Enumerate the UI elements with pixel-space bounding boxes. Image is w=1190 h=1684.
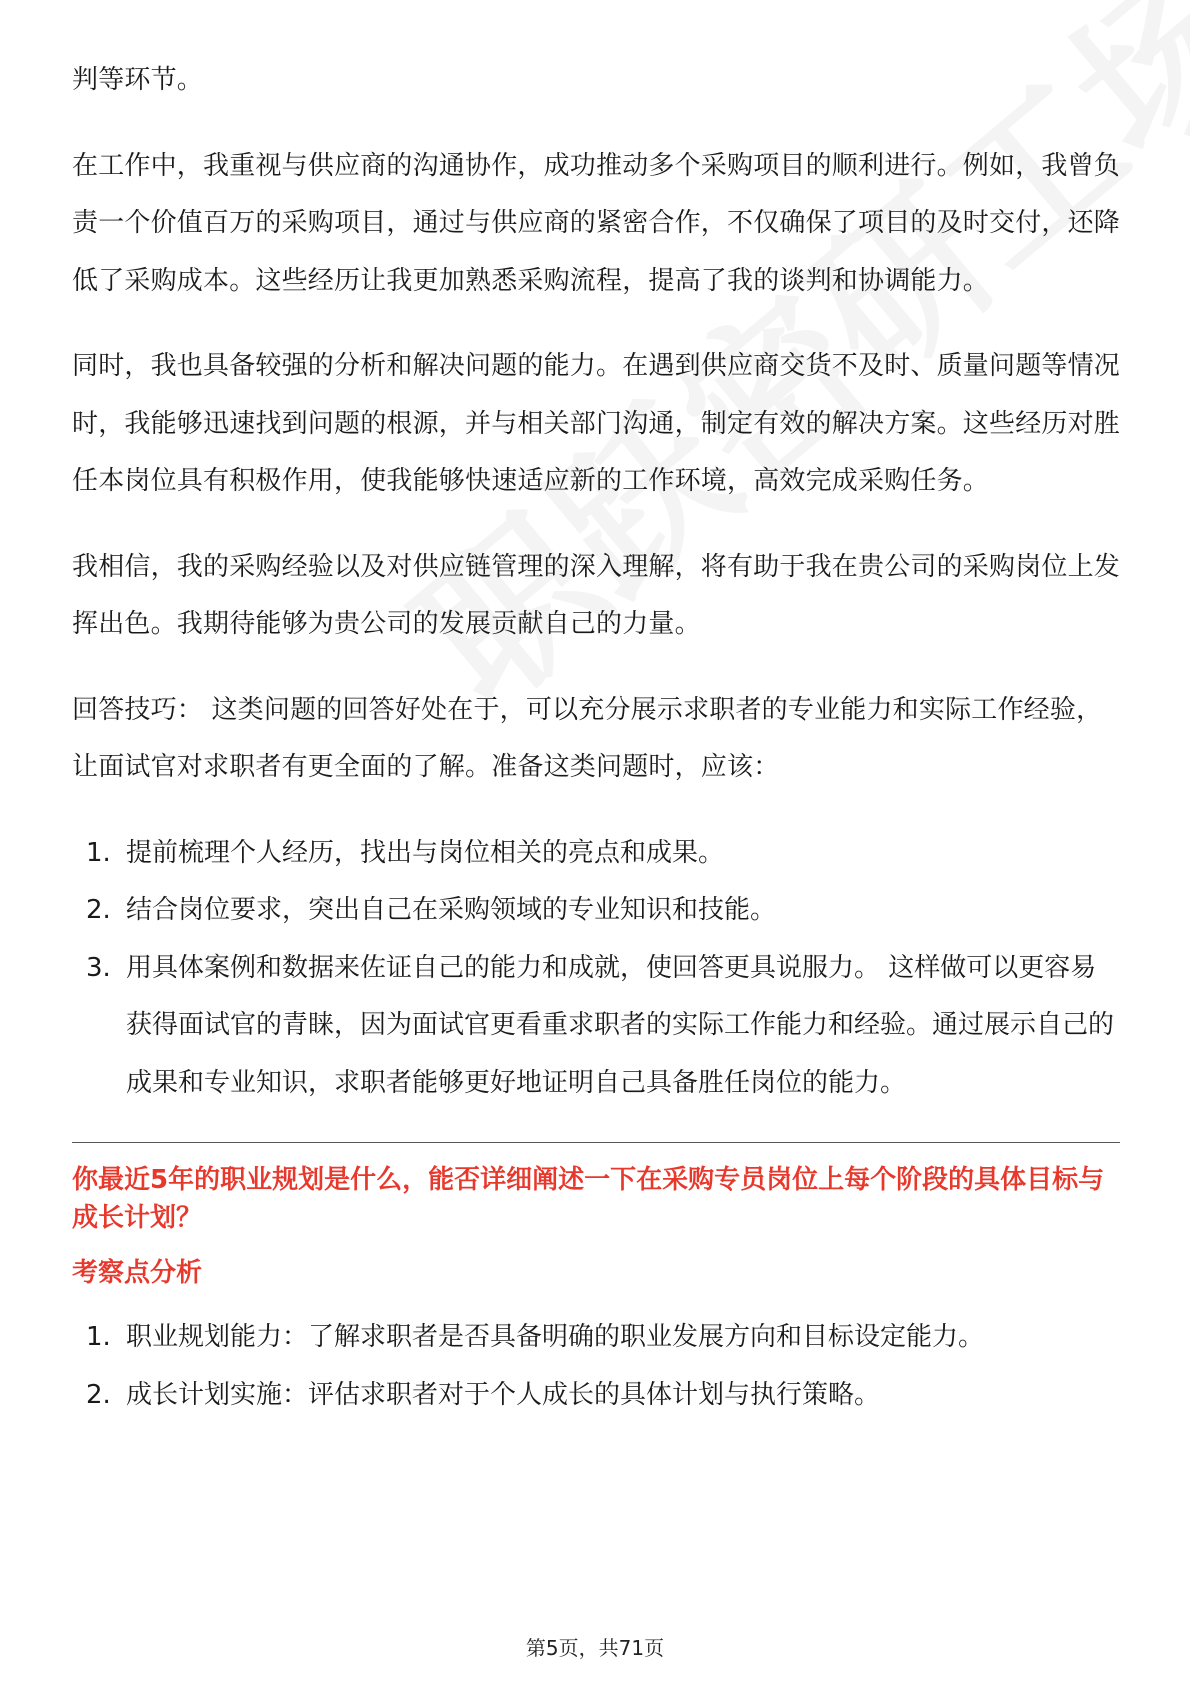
list-item	[72, 940, 1120, 1113]
paragraph: 同时，我也具备较强的分析和解决问题的能力。在遇到供应商交货不及时、质量问题等情况时，我能够迅速找到问题的根源，并与相关部门沟通，制定有效的解决方案。这些经历对胜任本岗位具有积极作用，使我能够快速适应新的工作环境，高效完成采购任务。	[72, 351, 1121, 496]
answer-tips-paragraph: 回答技巧： 这类问题的回答好处在于，可以充分展示求职者的专业能力和实际工作经验，让面试官对求职者有更全面的了解。准备这类问题时，应该：	[72, 694, 1103, 782]
list-number: 1.	[86, 1322, 111, 1352]
list-item	[72, 1309, 1120, 1367]
page-footer: 第5页，共71页	[525, 1636, 665, 1660]
list-number: 2.	[86, 895, 111, 925]
list-number: 3.	[86, 952, 111, 983]
list-text: 用具体案例和数据来佐证自己的能力和成就，使回答更具说服力。 这样做可以更容易获得面试官的青睐，因为面试官更看重求职者的实际工作能力和经验。通过展示自己的成果和专业知识，求职者能够更好地证明自己具备胜任岗位的能力。	[126, 952, 1115, 1098]
paragraph: 判等环节。	[72, 65, 204, 95]
list-text: 结合岗位要求，突出自己在采购领域的专业知识和技能。	[126, 895, 777, 925]
list-item	[72, 882, 1120, 940]
section-title: 考察点分析	[72, 1258, 203, 1288]
paragraph: 我相信，我的采购经验以及对供应链管理的深入理解，将有助于我在贵公司的采购岗位上发挥出色。我期待能够为贵公司的发展贡献自己的力量。	[72, 551, 1121, 639]
list-text: 职业规划能力：了解求职者是否具备明确的职业发展方向和目标设定能力。	[126, 1322, 985, 1352]
document-body	[72, 52, 1120, 1424]
list-item	[72, 1367, 1120, 1425]
list-item	[72, 825, 1120, 883]
section-divider	[72, 1142, 1120, 1143]
analysis-list	[72, 1309, 1120, 1424]
list-number: 1.	[86, 837, 111, 868]
list-text: 成长计划实施：评估求职者对于个人成长的具体计划与执行策略。	[126, 1379, 881, 1410]
list-number: 2.	[86, 1379, 111, 1410]
interview-question: 你最近5年的职业规划是什么，能否详细阐述一下在采购专员岗位上每个阶段的具体目标与成长计划？	[72, 1165, 1105, 1233]
paragraph: 在工作中，我重视与供应商的沟通协作，成功推动多个采购项目的顺利进行。例如，我曾负责一个价值百万的采购项目，通过与供应商的紧密合作，不仅确保了项目的及时交付，还降低了采购成本。这些经历让我更加熟悉采购流程，提高了我的谈判和协调能力。	[72, 150, 1121, 296]
tips-list	[72, 825, 1120, 1113]
list-text: 提前梳理个人经历，找出与岗位相关的亮点和成果。	[126, 837, 725, 868]
